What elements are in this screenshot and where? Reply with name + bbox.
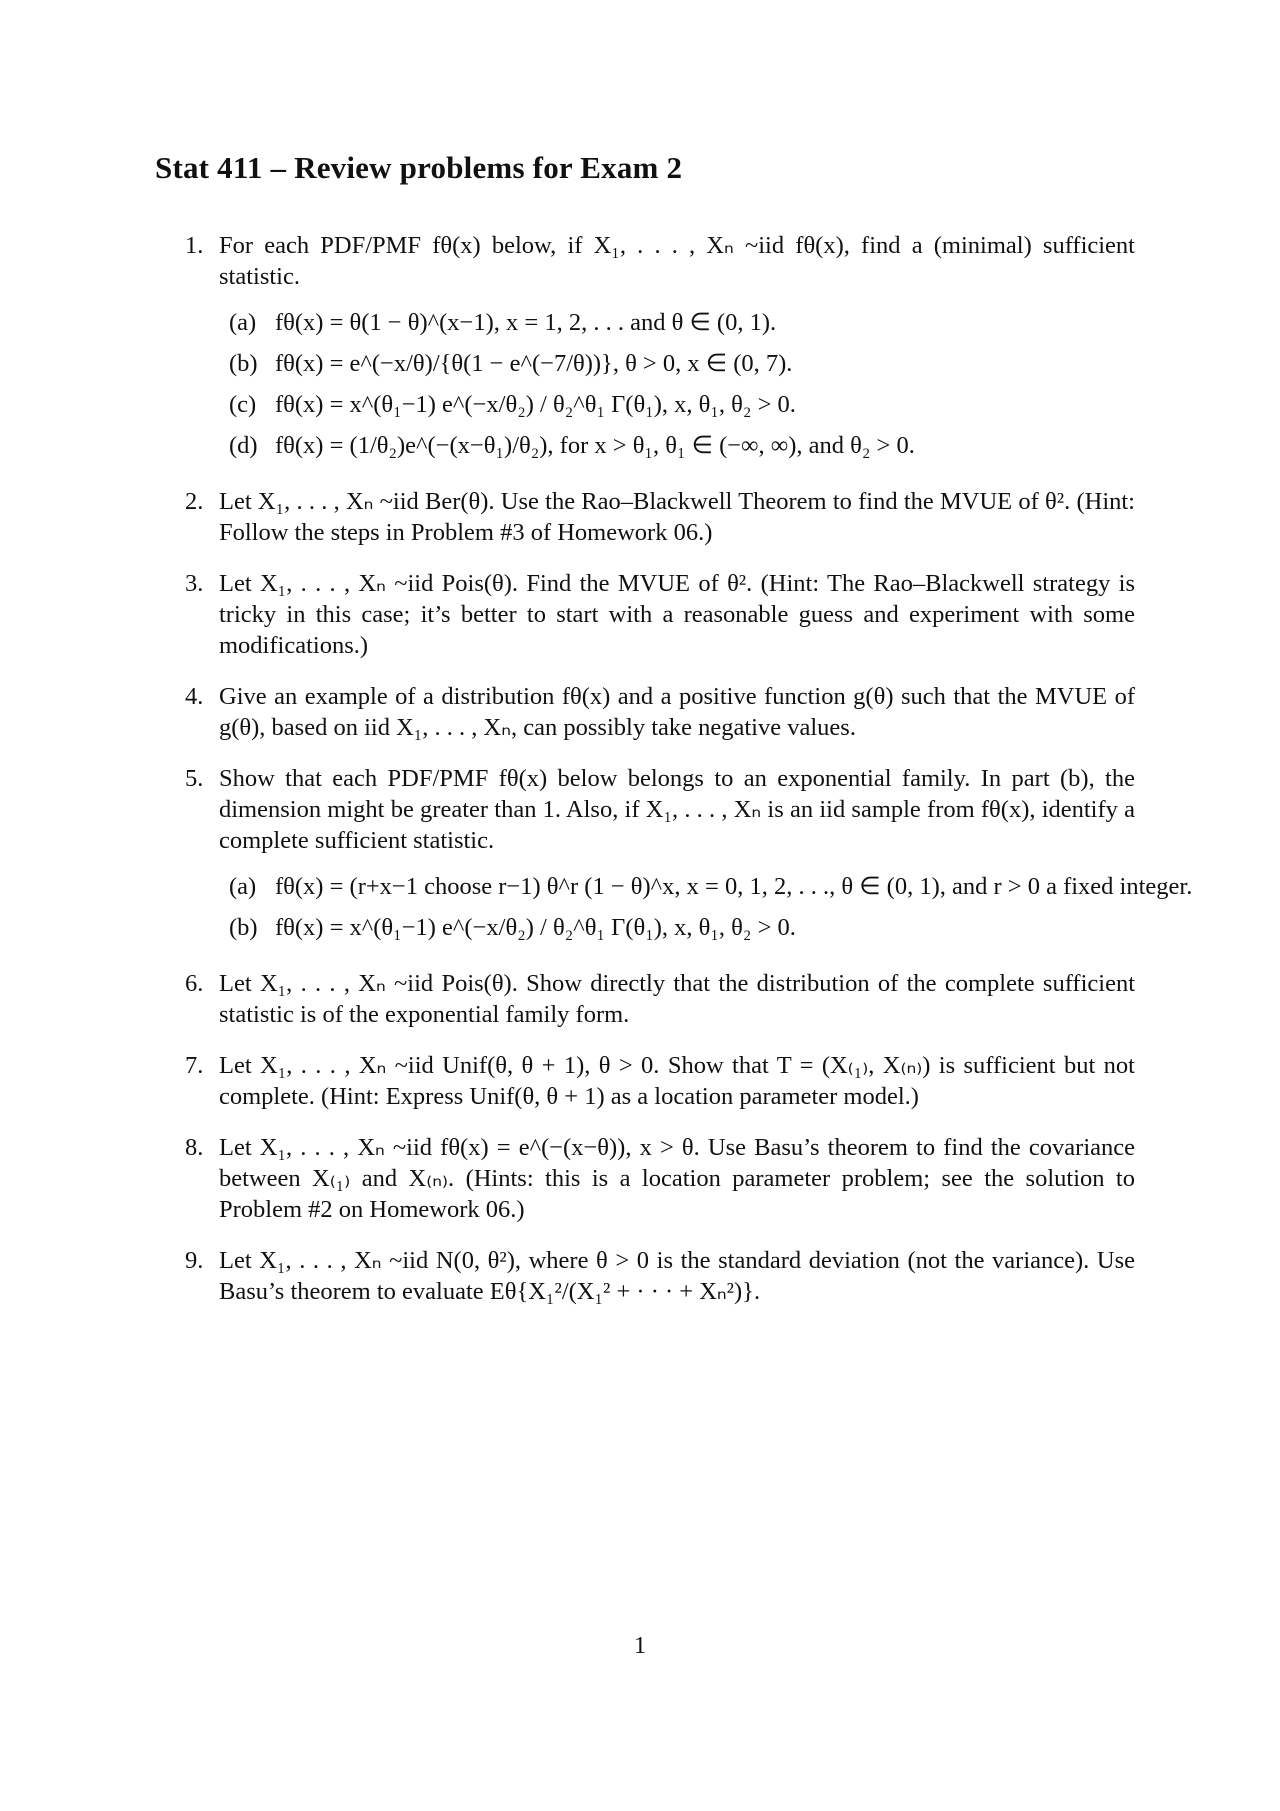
problem-item (185, 486, 1135, 548)
problem-number: 8. (185, 1134, 204, 1161)
part-text: fθ(x) = θ(1 − θ)^(x−1), x = 1, 2, . . . and θ ∈ (0, 1). (275, 309, 777, 336)
problem-text: Let X₁, . . . , Xₙ ~iid Pois(θ). Show directly that the distribution of the complete sufficient statistic is of the exponential family form. (219, 970, 1135, 1028)
part-label: (c) (229, 391, 257, 418)
part-text: fθ(x) = e^(−x/θ)/{θ(1 − e^(−7/θ))}, θ > 0, x ∈ (0, 7). (275, 350, 793, 377)
problem-part (229, 302, 1135, 343)
part-text: fθ(x) = x^(θ₁−1) e^(−x/θ₂) / θ₂^θ₁ Γ(θ₁), x, θ₁, θ₂ > 0. (275, 391, 796, 418)
problem-part (229, 907, 1135, 948)
problem-list (185, 230, 1193, 1327)
problem-item (185, 681, 1135, 743)
part-text: fθ(x) = x^(θ₁−1) e^(−x/θ₂) / θ₂^θ₁ Γ(θ₁), x, θ₁, θ₂ > 0. (275, 914, 796, 941)
problem-item (185, 230, 1135, 466)
problem-item (185, 968, 1135, 1030)
problem-item (185, 1050, 1135, 1112)
part-label: (b) (229, 914, 258, 941)
problem-part (229, 384, 1135, 425)
problem-parts (229, 866, 1193, 948)
problem-number: 9. (185, 1247, 204, 1274)
part-label: (b) (229, 350, 258, 377)
part-text: fθ(x) = (1/θ₂)e^(−(x−θ₁)/θ₂), for x > θ₁, θ₁ ∈ (−∞, ∞), and θ₂ > 0. (275, 432, 915, 459)
problem-text: Let X₁, . . . , Xₙ ~iid Pois(θ). Find the MVUE of θ². (Hint: The Rao–Blackwell strategy is tricky in this case; it’s better to start with a reasonable guess and experiment with some modifications.) (219, 570, 1135, 659)
problem-number: 3. (185, 570, 204, 597)
problem-text: For each PDF/PMF fθ(x) below, if X₁, . . . , Xₙ ~iid fθ(x), find a (minimal) sufficient statistic. (219, 232, 1135, 290)
problem-text: Let X₁, . . . , Xₙ ~iid Ber(θ). Use the Rao–Blackwell Theorem to find the MVUE of θ². (Hint: Follow the steps in Problem #3 of Homework 06.) (219, 488, 1135, 546)
document-title: Stat 411 – Review problems for Exam 2 (155, 150, 683, 185)
problem-part (229, 343, 1135, 384)
page-number: 1 (633, 1632, 647, 1659)
problem-item (185, 1132, 1135, 1225)
problem-text: Let X₁, . . . , Xₙ ~iid Unif(θ, θ + 1), θ > 0. Show that T = (X₍₁₎, X₍ₙ₎) is sufficient but not complete. (Hint: Express Unif(θ, θ + 1) as a location parameter model.) (219, 1052, 1135, 1110)
problem-item (185, 568, 1135, 661)
problem-number: 7. (185, 1052, 204, 1079)
problem-item (185, 763, 1193, 948)
problem-text: Let X₁, . . . , Xₙ ~iid fθ(x) = e^(−(x−θ)), x > θ. Use Basu’s theorem to find the covariance between X₍₁₎ and X₍ₙ₎. (Hints: this is a location parameter problem; see the solution to Problem #2 on Homework 06.) (219, 1134, 1135, 1223)
part-text: fθ(x) = (r+x−1 choose r−1) θ^r (1 − θ)^x, x = 0, 1, 2, . . ., θ ∈ (0, 1), and r > 0 a fixed integer. (275, 873, 1193, 900)
problem-text: Show that each PDF/PMF fθ(x) below belongs to an exponential family. In part (b), the dimension might be greater than 1. Also, if X₁, . . . , Xₙ is an iid sample from fθ(x), identify a complete sufficient statistic. (219, 765, 1135, 854)
problem-number: 1. (185, 232, 204, 259)
problem-number: 4. (185, 683, 204, 710)
part-label: (a) (229, 873, 257, 900)
problem-item (185, 1245, 1135, 1307)
problem-number: 5. (185, 765, 204, 792)
part-label: (a) (229, 309, 257, 336)
problem-text: Give an example of a distribution fθ(x) and a positive function g(θ) such that the MVUE of g(θ), based on iid X₁, . . . , Xₙ, can possibly take negative values. (219, 683, 1135, 741)
problem-number: 6. (185, 970, 204, 997)
problem-part (229, 425, 1135, 466)
problem-parts (229, 302, 1135, 466)
problem-part (229, 866, 1193, 907)
problem-number: 2. (185, 488, 204, 515)
problem-text: Let X₁, . . . , Xₙ ~iid N(0, θ²), where θ > 0 is the standard deviation (not the variance). Use Basu’s theorem to evaluate Eθ{X₁²/(X₁² + · · · + Xₙ²)}. (219, 1247, 1135, 1305)
part-label: (d) (229, 432, 258, 459)
